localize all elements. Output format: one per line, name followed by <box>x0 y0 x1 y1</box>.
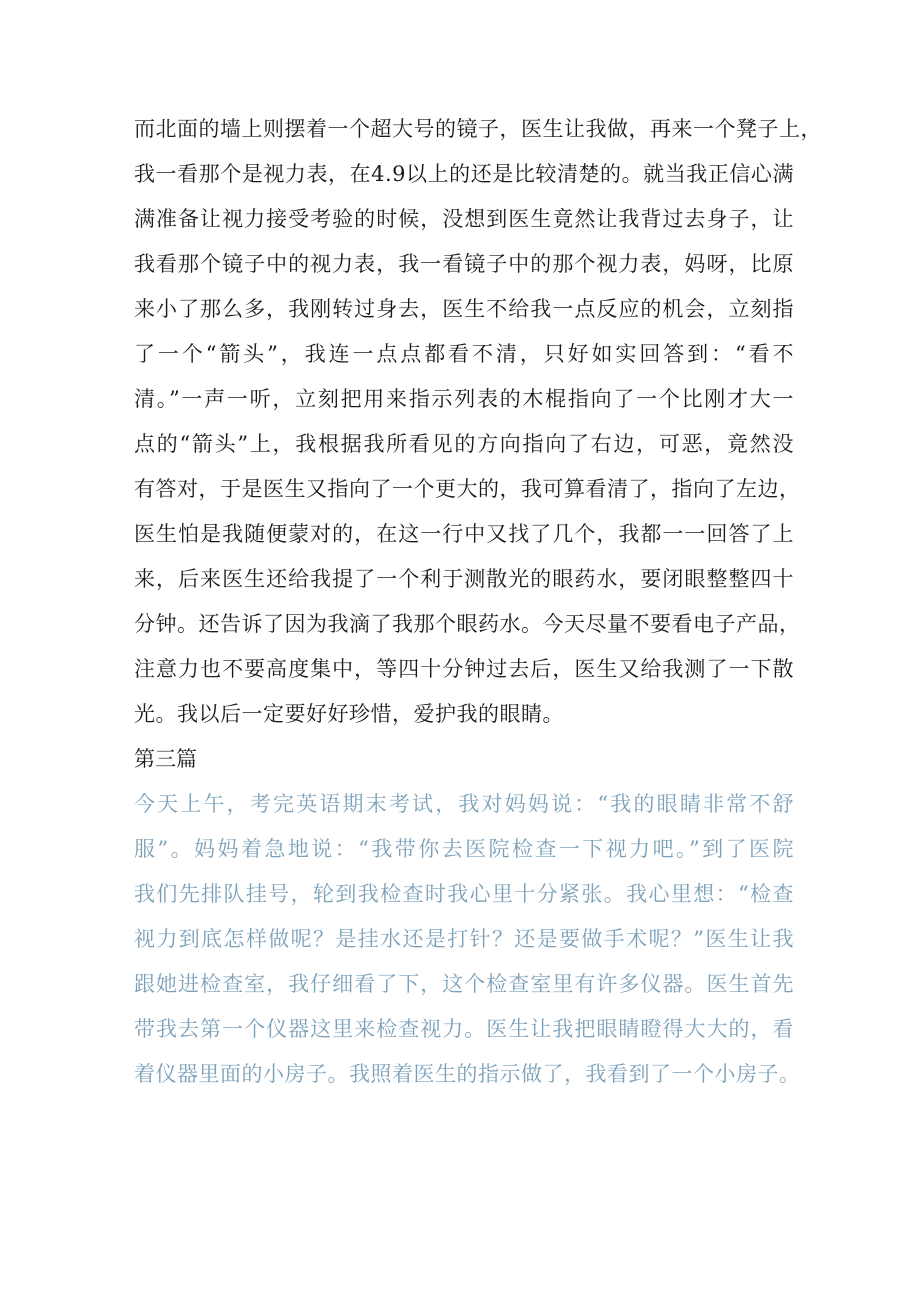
text-line: 而北面的墙上则摆着一个超大号的镜子，医生让我做，再来一个凳子上， <box>134 117 822 141</box>
text-line: 带我去第一个仪器这里来检查视力。医生让我把眼睛瞪得大大的，看 <box>134 1017 794 1041</box>
section-heading: 第三篇 <box>134 747 197 771</box>
text-line: 来小了那么多，我刚转过身去，医生不给我一点反应的机会，立刻指 <box>134 297 794 321</box>
text-line: 满准备让视力接受考验的时候，没想到医生竟然让我背过去身子，让 <box>134 207 794 231</box>
text-line: 视力到底怎样做呢？是挂水还是打针？还是要做手术呢？”医生让我 <box>134 927 794 951</box>
text-line: 我一看那个是视力表，在4.9以上的还是比较清楚的。就当我正信心满 <box>134 162 794 186</box>
text-line: 点的“箭头”上，我根据我所看见的方向指向了右边，可恶，竟然没 <box>134 432 794 456</box>
text-line: 医生怕是我随便蒙对的，在这一行中又找了几个，我都一一回答了上 <box>134 522 794 546</box>
text-line: 注意力也不要高度集中，等四十分钟过去后，医生又给我测了一下散 <box>134 657 794 681</box>
document-body <box>134 107 822 1097</box>
text-line: 着仪器里面的小房子。我照着医生的指示做了，我看到了一个小房子。 <box>134 1062 801 1086</box>
text-line: 我看那个镜子中的视力表，我一看镜子中的那个视力表，妈呀，比原 <box>134 252 794 276</box>
text-line: 跟她进检查室，我仔细看了下，这个检查室里有许多仪器。医生首先 <box>134 972 794 996</box>
text-line: 分钟。还告诉了因为我滴了我那个眼药水。今天尽量不要看电子产品， <box>134 612 801 636</box>
text-line: 光。我以后一定要好好珍惜，爱护我的眼睛。 <box>134 702 564 726</box>
text-line: 今天上午，考完英语期末考试，我对妈妈说：“我的眼睛非常不舒 <box>134 792 794 816</box>
essay-part-three <box>134 782 801 1097</box>
text-line: 服”。妈妈着急地说：“我带你去医院检查一下视力吧。”到了医院 <box>134 837 794 861</box>
essay-part-one <box>134 107 822 737</box>
text-line: 来，后来医生还给我提了一个利于测散光的眼药水，要闭眼整整四十 <box>134 567 794 591</box>
text-line: 了一个“箭头”，我连一点点都看不清，只好如实回答到：“看不 <box>134 342 794 366</box>
text-line: 我们先排队挂号，轮到我检查时我心里十分紧张。我心里想：“检查 <box>134 882 794 906</box>
text-line: 清。”一声一听，立刻把用来指示列表的木棍指向了一个比刚才大一 <box>134 387 794 411</box>
text-line: 有答对，于是医生又指向了一个更大的，我可算看清了，指向了左边， <box>134 477 801 501</box>
